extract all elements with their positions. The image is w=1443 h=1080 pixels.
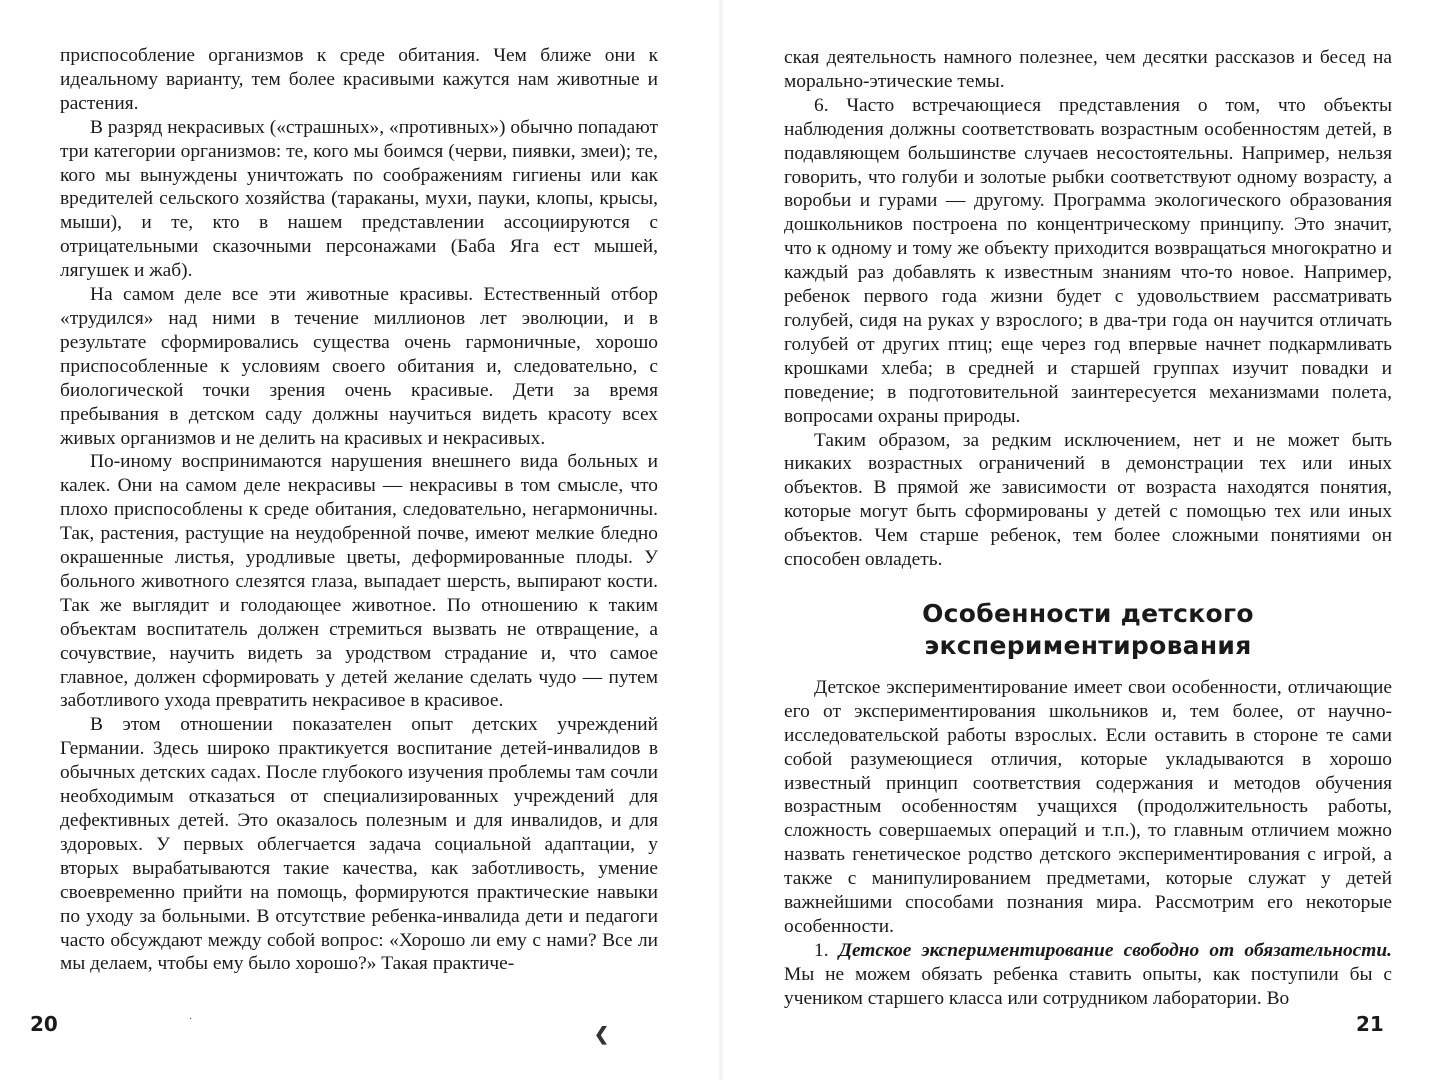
page-number: 20 (30, 1012, 58, 1036)
paragraph-text: Мы не можем обязать ребенка ставить опыты, как поступили бы с учеником старшего класса или сотрудником лаборатории. Во (784, 963, 1392, 1009)
paragraph (784, 939, 1392, 1011)
stray-curl-mark: ❮ (594, 1024, 610, 1044)
right-page (722, 0, 1443, 1080)
emphasized-text: Детское экспериментирование свободно от обязательности. (838, 939, 1393, 961)
list-number: 1. (814, 939, 839, 961)
paragraph: В этом отношении показателен опыт детских учреждений Германии. Здесь широко практикуется воспитание детей-инвалидов в обычных детских садах. После глубокого изучения проблемы там сочли необходимым отказаться от специализированных учреждений для дефективных детей. Это оказалось полезным и для инвалидов, и для здоровых. У первых облегчается задача социальной адаптации, у вторых вырабатываются такие качества, как заботливость, умение своевременно прийти на помощь, формируются практические навыки по уходу за больными. В отсутствие ребенка-инвалида дети и педагоги часто обсуждают между собой вопрос: «Хорошо ли ему с нами? Все ли мы делаем, чтобы ему было хорошо?» Такая практиче- (60, 714, 658, 975)
stray-dot-mark: · (189, 1014, 193, 1025)
paragraph: Детское экспериментирование имеет свои особенности, отличающие его от экспериментирования школьников и, тем более, от научно-исследовательской работы взрослых. Если оставить в стороне те сами собой разумеющиеся отличия, которые укладываются в хорошо известный принцип соответствия содержания и методов обучения возрастным особенностям учащихся (продолжительность работы, сложность совершаемых операций и т.п.), то главным отличием можно назвать генетическое родство детского экспериментирования с игрой, а также с манипулированием предметами, которые служат у детей важнейшими способами познания мира. Рассмотрим его некоторые особенности. (784, 676, 1392, 937)
paragraph: В разряд некрасивых («страшных», «противных») обычно попадают три категории организмов: те, кого мы боимся (черви, пиявки, змеи); те, кого мы вынуждены уничтожать по соображениям гигиены или как вредителей сельского хозяйства (тараканы, мухи, пауки, клопы, крысы, мыши), и те, кто в нашем представлении ассоциируются с отрицательными сказочными персонажами (Баба Яга ест мышей, лягушек и жаб). (60, 116, 658, 282)
paragraph: приспособление организмов к среде обитания. Чем ближе они к идеальному варианту, тем более красивыми кажутся нам животные и растения. (60, 45, 658, 114)
paragraph: 6. Часто встречающиеся представления о том, что объекты наблюдения должны соответствовать возрастным особенностям детей, в подавляющем большинстве случаев несостоятельны. Например, нельзя говорить, что голуби и золотые рыбки соответствуют одному возрасту, а воробьи и гурами — другому. Программа экологического образования дошкольников построена по концентрическому принципу. Это значит, что к одному и тому же объекту приходится возвращаться многократно и каждый раз добавлять к известным знаниям что-то новое. Например, ребенок первого года жизни будет с удовольствием рассматривать голубей, сидя на руках у взрослого; в два-три года он научится отличать голубей от других птиц; еще через год впервые начнет подкармливать крошками хлеба; в средней и старшей группах изучит повадки и поведение; в подготовительной заинтересуется механизмами полета, вопросами охраны природы. (784, 94, 1392, 427)
paragraph: На самом деле все эти животные красивы. Естественный отбор «трудился» над ними в течение миллионов лет эволюции, и в результате сформировались существа очень гармоничные, хорошо приспособленные к условиям своего обитания и, следовательно, с биологической точки зрения очень красивые. Дети за время пребывания в детском саду должны научиться видеть красоту всех живых организмов и не делить на красивых и некрасивых. (60, 284, 658, 449)
page-number: 21 (1356, 1012, 1384, 1036)
paragraph: Таким образом, за редким исключением, нет и не может быть никаких возрастных ограничений в демонстрации тех или иных объектов. В прямой же зависимости от возраста находятся понятия, которые могут быть сформированы у детей с помощью тех или иных объектов. Чем старше ребенок, тем более сложными понятиями он способен овладеть. (784, 429, 1392, 571)
left-page-text (60, 44, 658, 976)
section-heading (784, 598, 1392, 662)
paragraph: По-иному воспринимаются нарушения внешнего вида больных и калек. Они на самом деле некрасивы — некрасивы в том смысле, что плохо приспособлены к среде обитания, следовательно, негармоничны. Так, растения, растущие на неудобренной почве, имеют мелкие бледно окрашенные листья, уродливые цветы, деформированные плоды. У больного животного слезятся глаза, выпадает шерсть, выпирают кости. Так же выглядит и голодающее животное. По отношению к таким объектам воспитатель должен стремиться вызвать не отвращение, а сочувствие, научить видеть за уродством страдание и, что самое главное, должен сформировать у детей желание сделать чудо — путем заботливого ухода превратить некрасивое в красивое. (60, 451, 658, 712)
paragraph: ская деятельность намного полезнее, чем десятки рассказов и бесед на морально-этические темы. (784, 47, 1392, 92)
section-heading-line: Особенности детского (922, 598, 1254, 628)
section-heading-line: экспериментирования (924, 630, 1252, 660)
right-page-text (784, 46, 1392, 1011)
